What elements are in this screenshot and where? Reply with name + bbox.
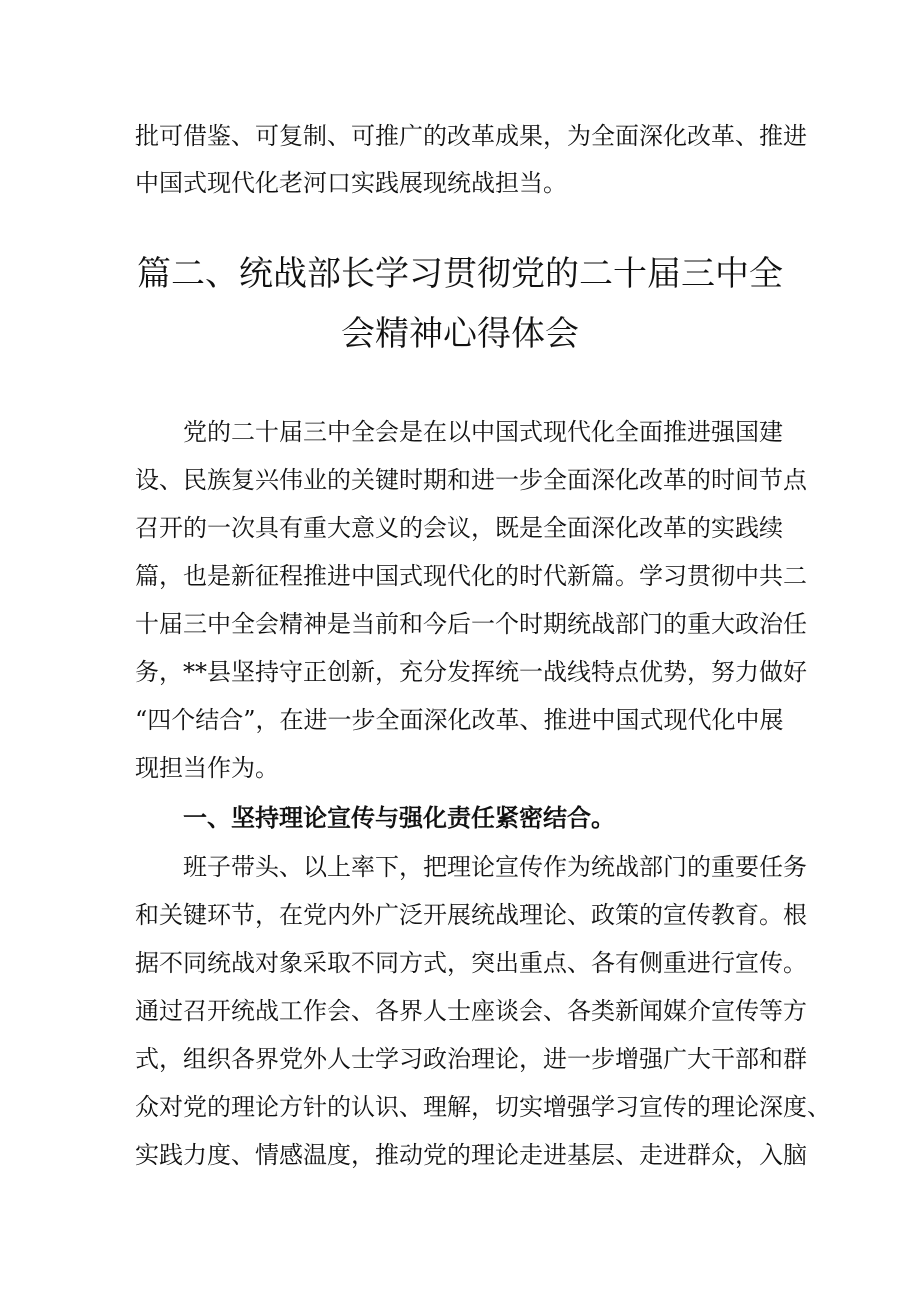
paragraph-line: 篇，也是新征程推进中国式现代化的时代新篇。学习贯彻中共二 [135, 562, 807, 590]
paragraph-line: 务，**县坚持守正创新，充分发挥统一战线特点优势，努力做好 [135, 658, 807, 686]
paragraph-line: “四个结合”，在进一步全面深化改革、推进中国式现代化中展 [135, 706, 784, 734]
paragraph-line: 式，组织各界党外人士学习政治理论，进一步增强广大干部和群 [135, 1045, 807, 1073]
paragraph-line: 现担当作为。 [135, 754, 279, 782]
continuation-line: 中国式现代化老河口实践展现统战担当。 [135, 169, 567, 197]
paragraph-line: 众对党的理论方针的认识、理解，切实增强学习宣传的理论深度、 [135, 1093, 831, 1121]
paragraph-line: 设、民族复兴伟业的关键时期和进一步全面深化改革的时间节点 [135, 466, 807, 494]
paragraph-line: 据不同统战对象采取不同方式，突出重点、各有侧重进行宣传。 [135, 949, 807, 977]
paragraph-line: 召开的一次具有重大意义的会议，既是全面深化改革的实践续 [135, 514, 783, 542]
paragraph-line: 党的二十届三中全会是在以中国式现代化全面推进强国建 [183, 418, 783, 446]
paragraph-line: 通过召开统战工作会、各界人士座谈会、各类新闻媒介宣传等方 [135, 997, 807, 1025]
paragraph-line: 和关键环节，在党内外广泛开展统战理论、政策的宣传教育。根 [135, 901, 807, 929]
paragraph-line: 班子带头、以上率下，把理论宣传作为统战部门的重要任务 [183, 853, 807, 881]
article-title-line: 篇二、统战部长学习贯彻党的二十届三中全 [137, 254, 783, 294]
paragraph-line: 实践力度、情感温度，推动党的理论走进基层、走进群众，入脑 [135, 1141, 807, 1169]
article-title-line: 会精神心得体会 [341, 314, 579, 354]
section-heading: 一、坚持理论宣传与强化责任紧密结合。 [183, 804, 615, 832]
continuation-line: 批可借鉴、可复制、可推广的改革成果，为全面深化改革、推进 [135, 122, 807, 150]
paragraph-line: 十届三中全会精神是当前和今后一个时期统战部门的重大政治任 [135, 610, 807, 638]
